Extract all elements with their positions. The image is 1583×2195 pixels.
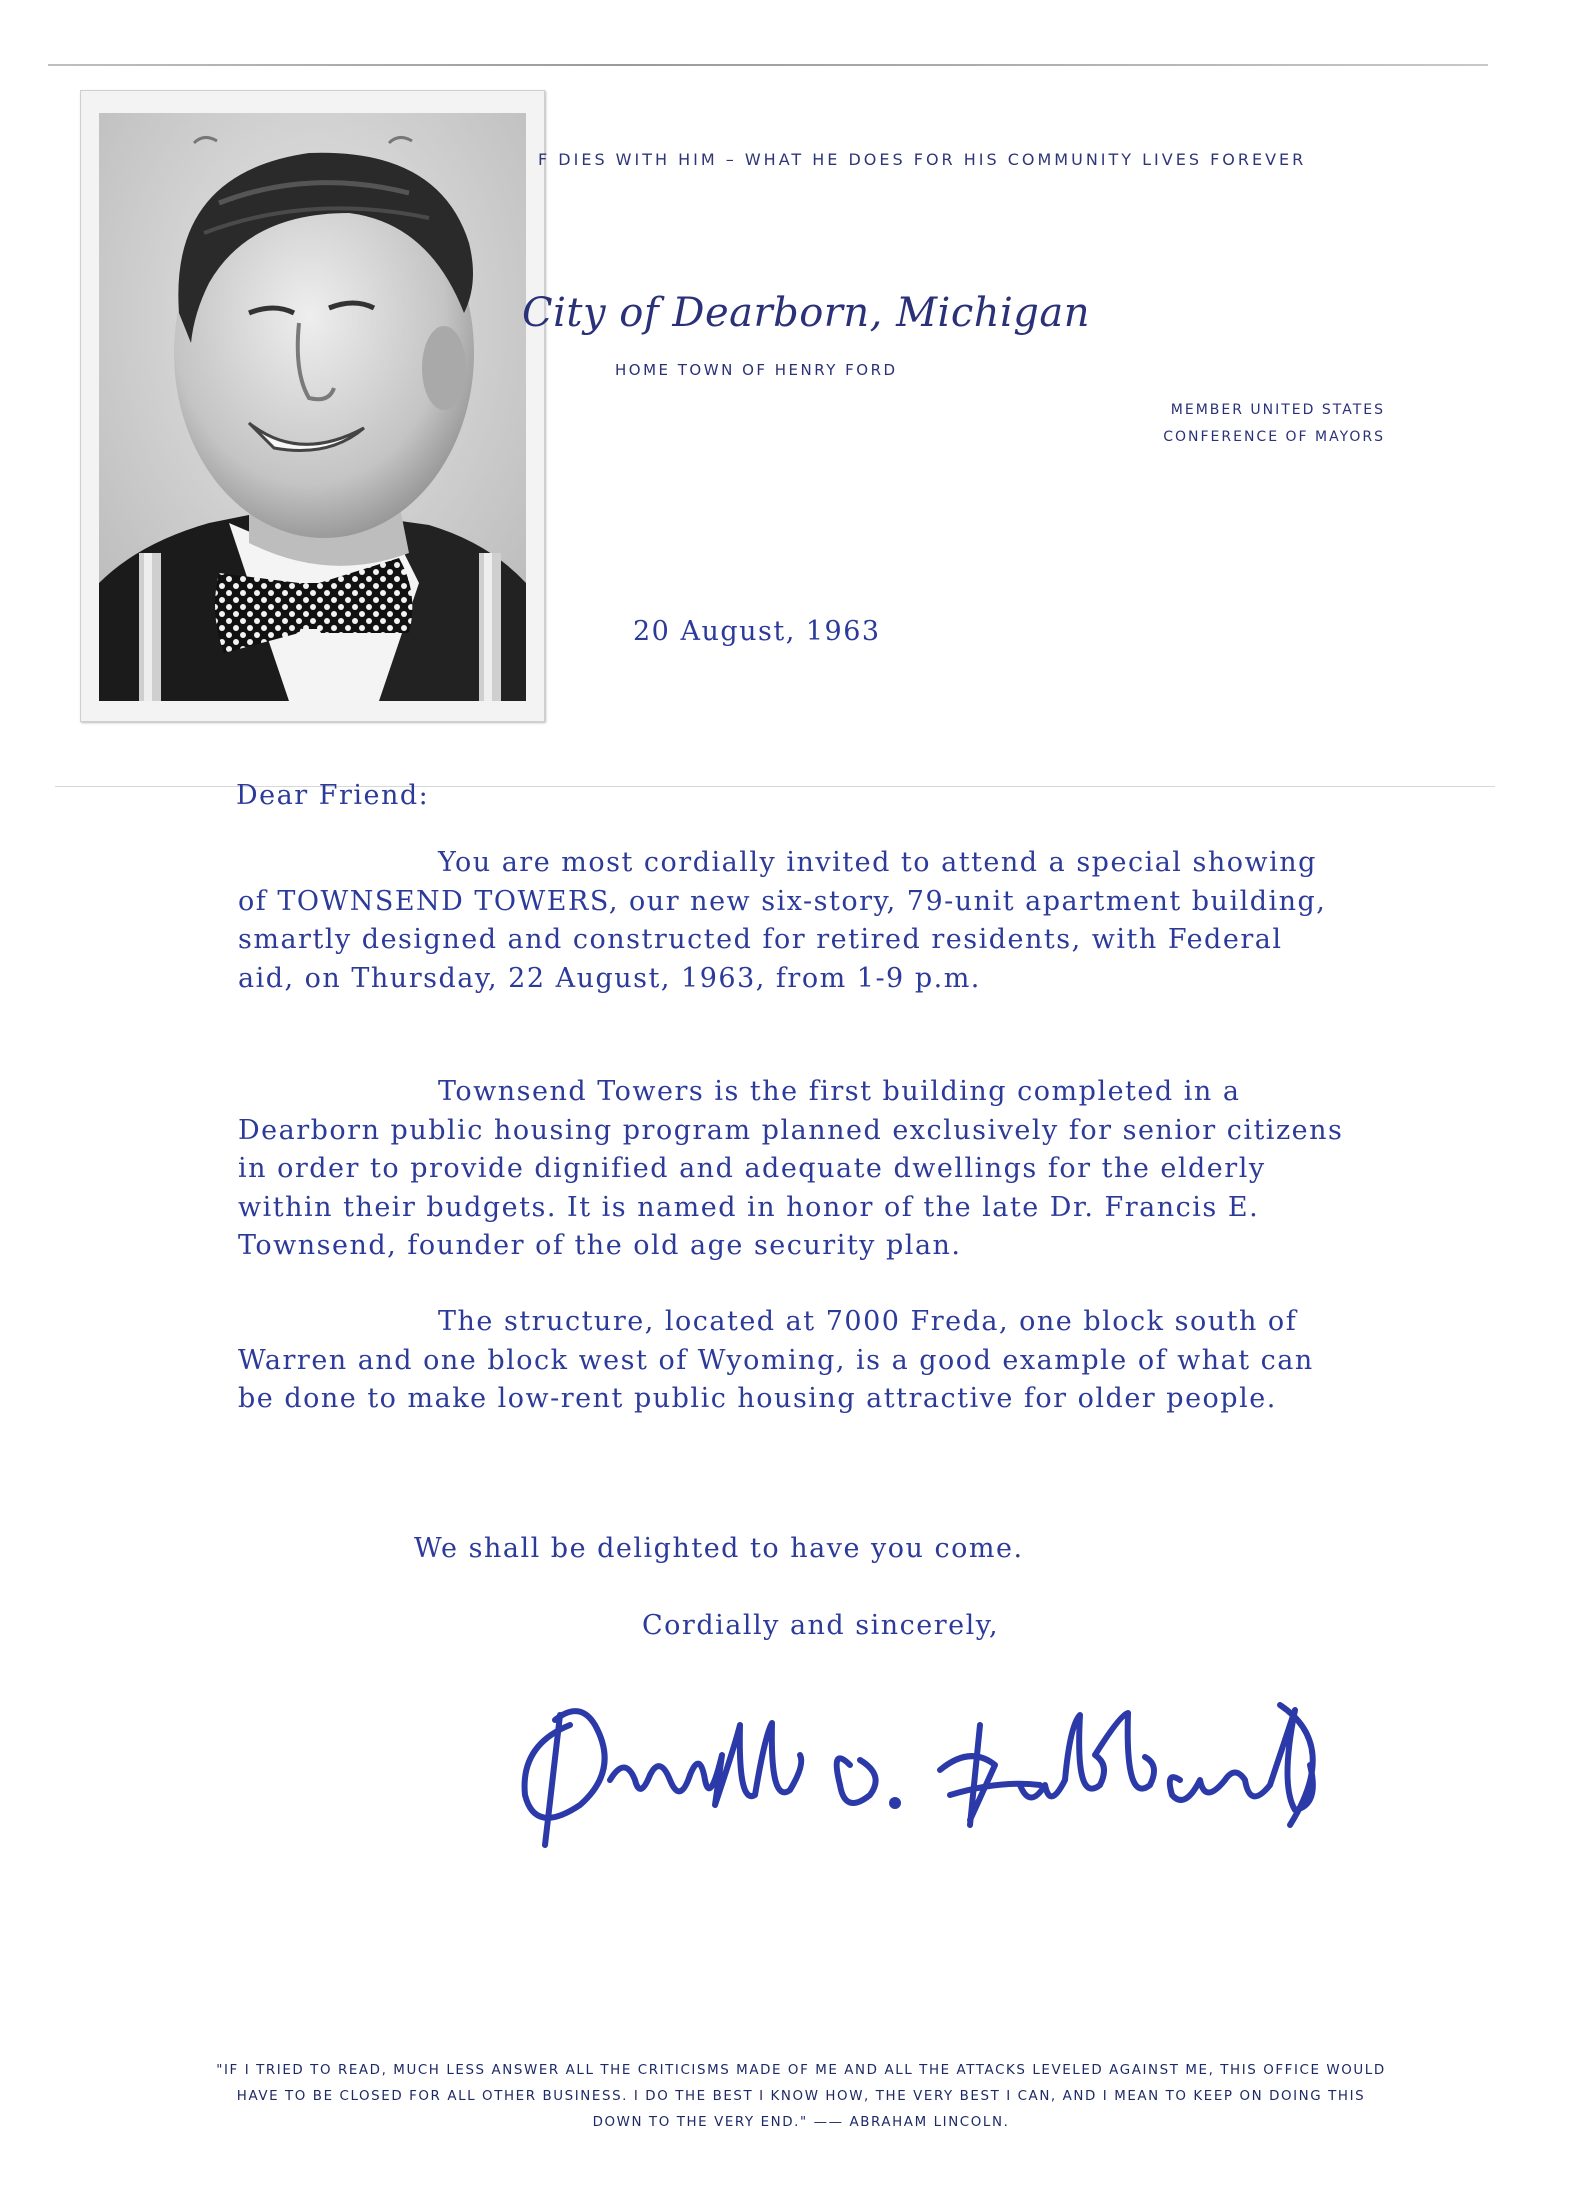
closing-line: We shall be delighted to have you come. bbox=[414, 1533, 1024, 1564]
letter-date: 20 August, 1963 bbox=[633, 616, 881, 647]
home-town-tagline: HOME TOWN OF HENRY FORD bbox=[615, 361, 898, 379]
city-title: City of Dearborn, Michigan bbox=[522, 290, 1091, 336]
portrait-photo bbox=[80, 90, 545, 722]
paragraph-invitation: You are most cordially invited to attend a special showing of TOWNSEND TOWERS, our new six-story, 79-unit apartment building, smartly designed and constructed for retired residents, with Federal aid, on Thursday, 22 August, 1963, from 1-9 p.m. bbox=[238, 847, 1327, 994]
footer-quote: "IF I TRIED TO READ, MUCH LESS ANSWER ALL THE CRITICISMS MADE OF ME AND ALL THE ATTACKS LEVELED AGAINST ME, THIS OFFICE WOULD HAVE TO BE CLOSED FOR ALL OTHER BUSINESS. I DO THE BEST I KNOW HOW, THE VERY BEST I CAN, AND I MEAN TO KEEP ON DOING THIS DOWN TO THE VERY END." —— ABRAHAM LINCOLN. bbox=[216, 2063, 1386, 2130]
membership-note bbox=[1135, 397, 1385, 451]
portrait-image bbox=[99, 113, 526, 701]
paper-top-edge bbox=[48, 64, 1488, 66]
salutation: Dear Friend: bbox=[236, 780, 430, 811]
signature bbox=[500, 1685, 1340, 1855]
letterhead-motto: F DIES WITH HIM – WHAT HE DOES FOR HIS COMMUNITY LIVES FOREVER bbox=[538, 150, 1307, 169]
membership-line-1: MEMBER UNITED STATES bbox=[1170, 402, 1385, 418]
paragraph-description: Townsend Towers is the first building completed in a Dearborn public housing program planned exclusively for senior citizens in order to provide dignified and adequate dwellings for the elderly within their budgets. It is named in honor of the late Dr. Francis E. Townsend, founder of the old age security plan. bbox=[238, 1076, 1344, 1261]
membership-line-2: CONFERENCE OF MAYORS bbox=[1163, 429, 1385, 445]
paragraph-location: The structure, located at 7000 Freda, one block south of Warren and one block west of Wyoming, is a good example of what can be done to make low-rent public housing attractive for older people. bbox=[238, 1306, 1314, 1414]
complimentary-close: Cordially and sincerely, bbox=[642, 1610, 1000, 1641]
